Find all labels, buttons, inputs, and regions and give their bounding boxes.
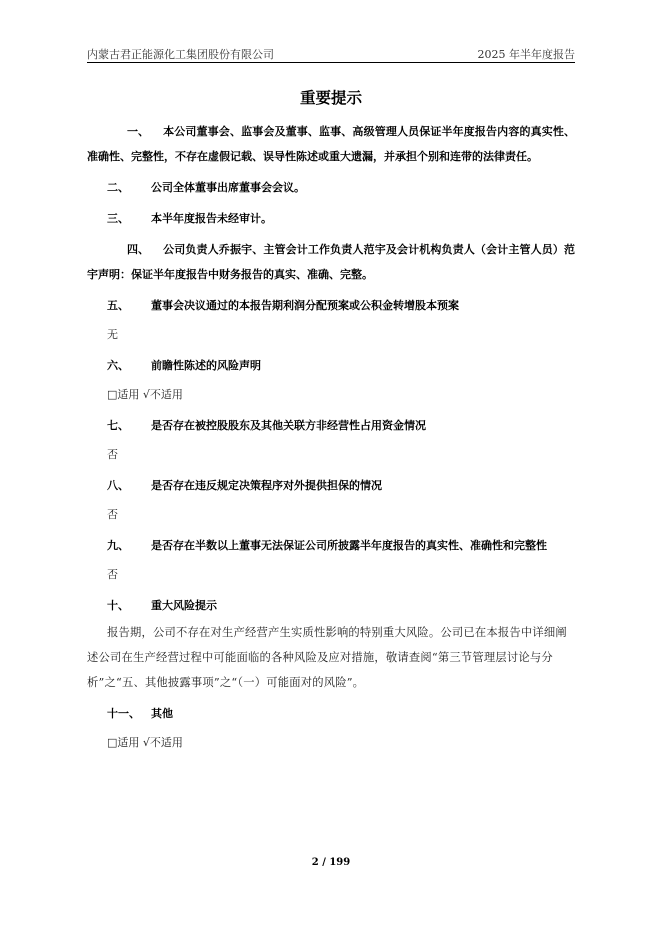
page-title: 重要提示 (299, 89, 362, 107)
page-number: 2 / 199 (311, 857, 351, 868)
section-8 (87, 473, 575, 498)
section-6 (87, 353, 575, 378)
section-number: 四、 (127, 243, 149, 256)
section-number: 八、 (107, 479, 129, 492)
section-number: 十、 (107, 599, 129, 612)
section-10 (87, 593, 575, 618)
header-company: 内蒙古君正能源化工集团股份有限公司 (87, 48, 274, 61)
risk-paragraph: 报告期，公司不存在对生产经营产生实质性影响的特别重大风险。公司已在本报告中详细阐述公司在生产经营过程中可能面临的各种风险及应对措施，敬请查阅“第三节管理层讨论与分析”之“五、其他披露事项”之“（一）可能面对的风险”。 (87, 626, 567, 689)
section-answer: 否 (107, 508, 118, 521)
section-3 (87, 206, 575, 231)
section-text: 本公司董事会、监事会及董事、监事、高级管理人员保证半年度报告内容的真实性、准确性、完整性，不存在虚假记载、误导性陈述或重大遗漏，并承担个别和连带的法律责任。 (87, 125, 575, 163)
section-1 (87, 119, 575, 169)
section-text: 公司全体董事出席董事会会议。 (151, 181, 305, 194)
section-answer: 否 (107, 448, 118, 461)
section-text: 本半年度报告未经审计。 (151, 212, 272, 225)
section-number: 二、 (107, 181, 129, 194)
section-11 (87, 701, 575, 726)
section-text: 是否存在被控股股东及其他关联方非经营性占用资金情况 (151, 419, 426, 432)
section-text: 公司负责人乔振宇、主管会计工作负责人范宇及会计机构负责人（会计主管人员）范宇声明：保证半年度报告中财务报告的真实、准确、完整。 (87, 243, 575, 281)
section-answer: 否 (107, 568, 118, 581)
section-9 (87, 533, 575, 558)
section-2 (87, 175, 575, 200)
section-number: 七、 (107, 419, 129, 432)
applicability-checkbox: □适用 √不适用 (107, 736, 183, 749)
section-number: 五、 (107, 299, 129, 312)
section-text: 是否存在半数以上董事无法保证公司所披露半年度报告的真实性、准确性和完整性 (151, 539, 547, 552)
section-text: 是否存在违反规定决策程序对外提供担保的情况 (151, 479, 382, 492)
section-5 (87, 293, 575, 318)
applicability-checkbox: □适用 √不适用 (107, 388, 183, 401)
section-text: 前瞻性陈述的风险声明 (151, 359, 261, 372)
section-text: 董事会决议通过的本报告期利润分配预案或公积金转增股本预案 (151, 299, 459, 312)
section-text: 其他 (151, 707, 173, 720)
header-report-name: 2025 年半年度报告 (477, 48, 575, 61)
section-number: 九、 (107, 539, 129, 552)
section-text: 重大风险提示 (151, 599, 217, 612)
page-header (87, 44, 575, 63)
section-number: 十一、 (107, 707, 140, 720)
section-answer: 无 (107, 328, 118, 341)
section-4 (87, 237, 575, 287)
section-number: 三、 (107, 212, 129, 225)
important-notice-content (87, 119, 575, 755)
section-number: 六、 (107, 359, 129, 372)
section-7 (87, 413, 575, 438)
section-number: 一、 (127, 125, 149, 138)
